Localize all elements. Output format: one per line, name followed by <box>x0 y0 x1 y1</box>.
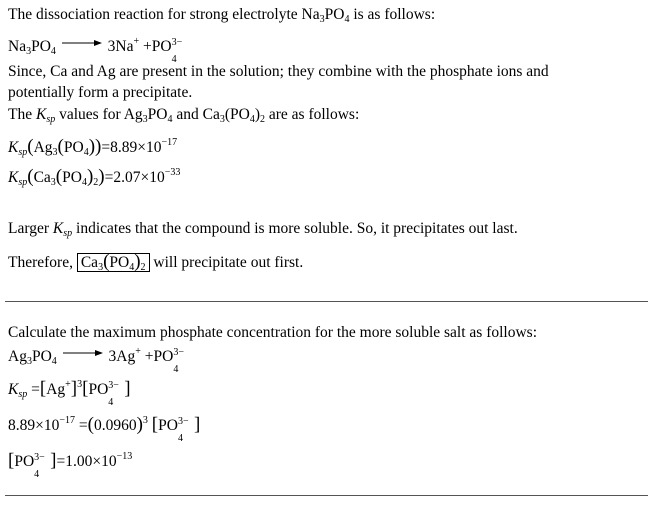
explain-line-2: potentially form a precipitate. <box>8 84 193 101</box>
result: [PO 3− 4 ]$=1.00\times 10^{-13}$ <box>8 450 133 480</box>
section-divider-2 <box>5 495 648 496</box>
therefore-suffix: will precipitate out first. <box>153 254 304 271</box>
ksp-ag3po4: $K_{sp}(Ag_3(PO_4))=8.89\times 10^{-17}$ <box>8 136 178 158</box>
section-divider-1 <box>5 301 648 302</box>
ksp-ca3po42: $K_{sp}(Ca_3(PO_4)_2)=2.07\times 10^{-33}$ <box>8 166 181 188</box>
calc-intro: Calculate the maximum phosphate concentration for the more soluble salt as follows: <box>8 324 538 341</box>
larger-ksp-note: Larger $K_{sp}$ indicates that the compound is more soluble. So, it precipitates out last. <box>8 220 518 239</box>
intro-text: The dissociation reaction for strong electrolyte $Na_3PO_4$ is as follows: <box>8 6 436 25</box>
reaction-ag3po4: $Ag_3PO_4$ 3Ag+ +PO 3− 4 <box>8 346 184 375</box>
reaction-na3po4: $Na_3PO_4$ 3Na+ +PO 3− 4 <box>8 36 183 65</box>
reaction-arrow-icon <box>62 38 102 48</box>
ksp-expression: $K_{sp} =[Ag^+]^3[PO$ 3− 4 ] <box>8 378 131 408</box>
substitution: $8.89\times 10^{-17} =(0.0960)^3$ [PO 3− 4 ] <box>8 414 201 444</box>
ksp-intro: The $K_{sp}$ values for $Ag_3PO_4$ and $Ca_3(PO_4)_2$ are as follows: <box>8 106 360 125</box>
answer-box: $Ca_3(PO_4)_2$ <box>77 253 150 272</box>
explain-line-1: Since, Ca and Ag are present in the solution; they combine with the phosphate ions and <box>8 63 549 80</box>
reaction-arrow-icon <box>63 348 103 358</box>
therefore-prefix: Therefore, <box>8 254 73 271</box>
conclusion <box>8 251 303 273</box>
